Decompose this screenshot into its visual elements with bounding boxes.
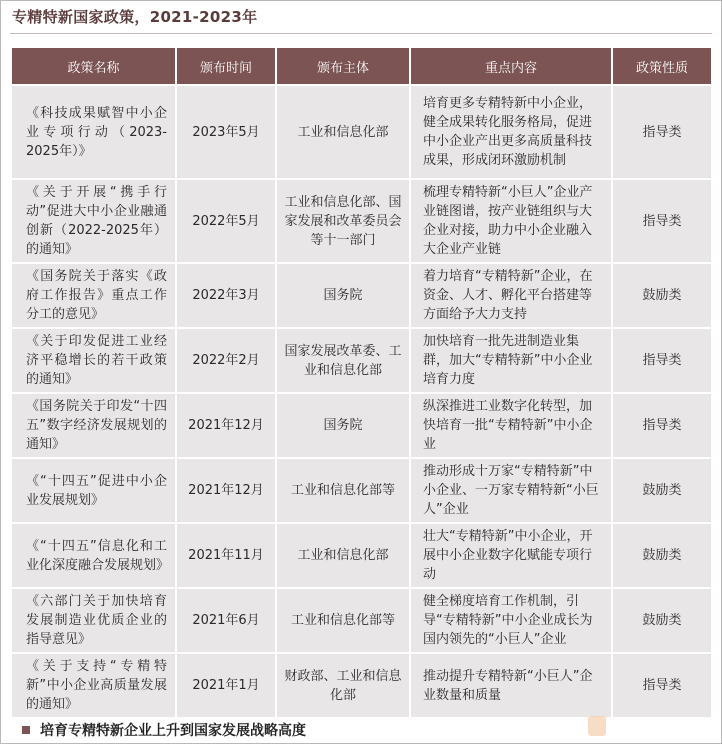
- issue-date-cell: 2022年3月: [176, 263, 276, 328]
- policy-name-cell: 《关于印发促进工业经济平稳增长的若干政策的通知》: [11, 328, 176, 393]
- title-divider: [10, 33, 712, 34]
- policy-name-cell: 《“十四五”信息化和工业化深度融合发展规划》: [11, 523, 176, 588]
- issuer-cell: 国家发展改革委、工业和信息化部: [276, 328, 410, 393]
- issuer-cell: 工业和信息化部、国家发展和改革委员会等十一部门: [276, 179, 410, 263]
- key-content-cell: 梳理专精特新“小巨人”企业产业链图谱，按产业链组织与大企业对接，助力中小企业融入大企业产业链: [410, 179, 612, 263]
- table-row: [11, 523, 712, 588]
- footer-note: [22, 720, 306, 740]
- key-content-cell: 健全梯度培育工作机制，引导“专精特新”中小企业成长为国内领先的“小巨人”企业: [410, 588, 612, 653]
- key-content-cell: 推动形成十万家“专精特新”中小企业、一万家专精特新“小巨人”企业: [410, 458, 612, 523]
- policy-table: [10, 46, 713, 719]
- issue-date-cell: 2021年1月: [176, 653, 276, 718]
- issue-date-cell: 2022年2月: [176, 328, 276, 393]
- policy-nature-cell: 指导类: [612, 653, 712, 718]
- table-header-row: [11, 47, 712, 85]
- key-content-cell: 推动提升专精特新“小巨人”企业数量和质量: [410, 653, 612, 718]
- table-row: [11, 263, 712, 328]
- table-row: [11, 85, 712, 179]
- table-row: [11, 588, 712, 653]
- policy-nature-cell: 鼓励类: [612, 588, 712, 653]
- policy-nature-cell: 指导类: [612, 393, 712, 458]
- issue-date-cell: 2021年11月: [176, 523, 276, 588]
- key-content-cell: 壮大“专精特新”中小企业，开展中小企业数字化赋能专项行动: [410, 523, 612, 588]
- policy-nature-cell: 鼓励类: [612, 263, 712, 328]
- header-policy-nature: 政策性质: [612, 47, 712, 85]
- policy-name-cell: 《关于支持“专精特新”中小企业高质量发展的通知》: [11, 653, 176, 718]
- policy-name-cell: 《六部门关于加快培育发展制造业优质企业的指导意见》: [11, 588, 176, 653]
- key-content-cell: 着力培育“专精特新”企业，在资金、人才、孵化平台搭建等方面给予大力支持: [410, 263, 612, 328]
- issue-date-cell: 2021年12月: [176, 458, 276, 523]
- policy-name-cell: 《国务院关于落实《政府工作报告》重点工作分工的意见》: [11, 263, 176, 328]
- issue-date-cell: 2021年6月: [176, 588, 276, 653]
- header-issuer: 颁布主体: [276, 47, 410, 85]
- key-content-cell: 纵深推进工业数字化转型，加快培育一批“专精特新”中小企业: [410, 393, 612, 458]
- policy-name-cell: 《关于开展“携手行动”促进大中小企业融通创新（2022-2025年）的通知》: [11, 179, 176, 263]
- issuer-cell: 工业和信息化部等: [276, 458, 410, 523]
- header-issue-date: 颁布时间: [176, 47, 276, 85]
- policy-nature-cell: 指导类: [612, 85, 712, 179]
- page-title: 专精特新国家政策，2021-2023年: [12, 8, 258, 26]
- issuer-cell: 财政部、工业和信息化部: [276, 653, 410, 718]
- issuer-cell: 国务院: [276, 263, 410, 328]
- table-row: [11, 328, 712, 393]
- policy-nature-cell: 鼓励类: [612, 458, 712, 523]
- policy-nature-cell: 指导类: [612, 328, 712, 393]
- header-key-content: 重点内容: [410, 47, 612, 85]
- policy-nature-cell: 指导类: [612, 179, 712, 263]
- issuer-cell: 国务院: [276, 393, 410, 458]
- issue-date-cell: 2023年5月: [176, 85, 276, 179]
- issuer-cell: 工业和信息化部: [276, 85, 410, 179]
- key-content-cell: 加快培育一批先进制造业集群，加大“专精特新”中小企业培育力度: [410, 328, 612, 393]
- policy-nature-cell: 鼓励类: [612, 523, 712, 588]
- square-bullet-icon: [22, 726, 30, 734]
- issue-date-cell: 2022年5月: [176, 179, 276, 263]
- table-row: [11, 653, 712, 718]
- table-row: [11, 393, 712, 458]
- table-row: [11, 458, 712, 523]
- policy-name-cell: 《“十四五”促进中小企业发展规划》: [11, 458, 176, 523]
- footer-text: 培育专精特新企业上升到国家发展战略高度: [40, 723, 306, 739]
- issuer-cell: 工业和信息化部: [276, 523, 410, 588]
- header-policy-name: 政策名称: [11, 47, 176, 85]
- watermark-logo-icon: [588, 716, 606, 736]
- table-row: [11, 179, 712, 263]
- policy-name-cell: 《科技成果赋智中小企业专项行动（2023-2025年）》: [11, 85, 176, 179]
- policy-name-cell: 《国务院关于印发“十四五”数字经济发展规划的通知》: [11, 393, 176, 458]
- key-content-cell: 培育更多专精特新中小企业，健全成果转化服务格局，促进中小企业产出更多高质量科技成果，形成闭环激励机制: [410, 85, 612, 179]
- issue-date-cell: 2021年12月: [176, 393, 276, 458]
- issuer-cell: 工业和信息化部等: [276, 588, 410, 653]
